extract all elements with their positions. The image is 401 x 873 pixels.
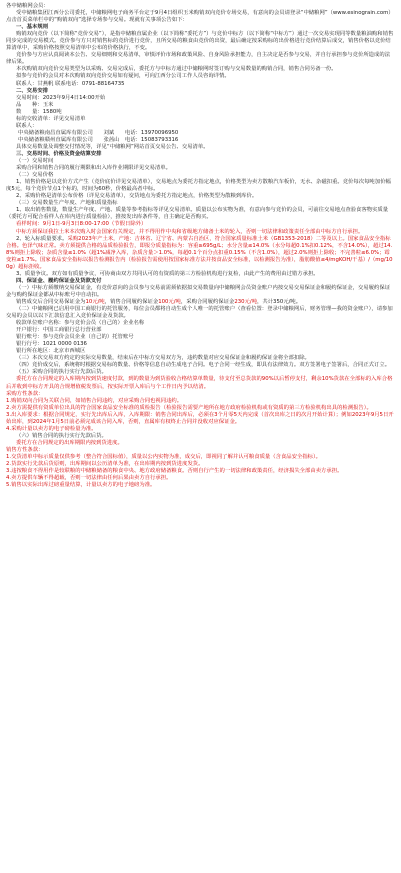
section-4-title: 四、保证金、履约保证金及货款支付: [16, 277, 102, 284]
s3-quality-3: 3、质量争议。双方如有质量争议，可协商由双方共同认可的有资质的第三方检验机构进行复检，由此产生的费用由过错方承担。: [16, 270, 319, 277]
s4-sub-1: （一）中标方须缴纳交易保证金，有竞价意向的会员参与交易前需须依据拟交易数量向中储粮网会员资金账户内按交易交易保证金和履约保证金，交易履约保证金与购约保证金都从中标账号中自动扣。: [6, 284, 391, 298]
s4-sub-6-payment: 委托方在合同规定的出库期限内按到货进度。: [16, 439, 123, 446]
s4-deposit-b: ，销售合同履约保证金: [104, 298, 159, 305]
bank-code: 银行行号：1021 0000 0136: [16, 341, 87, 348]
trade-time: 交易时间：2023年9月4日14:00开始: [16, 94, 106, 101]
s1-paragraph-3: 本次购销双向竞价交易类型为以采购、交易完成后，委托方与中标方通过中储粮网时签订购与交易数量的购销合同，销售合同另备一份。: [16, 66, 337, 73]
purchase-rule-2: 2.卖方需提供有资质单位出具的符合国家食品安全标准的质检报告（检验报告需要产地所在地方政府检验机构或有资质的第三方检验机构出具的检测报告）。: [6, 404, 372, 411]
s3-sub-1-text: 采购合同和销售合同的履行期限和出入库作业期限详见交易清单。: [16, 165, 171, 172]
s1-paragraph-4: 拟参与竞价的会员对本次购销双向竞价交易如有疑问，可向江西分公司工作人员咨询详情。: [16, 73, 230, 80]
s4-sub-2: （二）中储粮网已启用中国工商银行的托管服务，每位会员都将自动生成个人唯一的托管账户（查看位置：登录中储粮网后，财务管理—我的资金账户），请参加交易的会员以以下汇款信息汇入竞价保证金及货款。: [6, 306, 393, 320]
s3-red-note: 中标方须保证我拉土米本次购入时会国家有关规定，并不得用作中央和省级地方储备土米的轮入，否则一切法律和政策责任全部由中标方自行承担。: [16, 228, 364, 235]
contact-2: 中央储备粮赣州直属库有限公司 张茜山 电话：15083793316: [18, 136, 179, 143]
sample-time: 看样时间：9月1日-9月3日8:00-17:00（节假日除外）: [16, 221, 147, 228]
sales-rule-3: 3.违按粮食不得用作是较联粮的中储粮储备的粮食中央、地方政府储备粮食。否则自行产生的一切法律和政策责任，经济损失全部由卖方承担。: [6, 468, 343, 475]
s3-quality-1: 1、取出销售数量，数量生产年度、产地、质量等参考指标等详见交易清单。质量以公布实物为准，有意向参与竞价的会员，可前往交易地点查验食客物实质量（委托方可配合看样人在库内进行质量检验），推按发出库条件等，自主确定是否购买。: [6, 207, 389, 221]
section-1-title: 一、基本规则: [16, 24, 49, 31]
greeting: 各中储粮网会员：: [6, 3, 49, 9]
s4-deposit-purchase: 230元/吨: [234, 298, 258, 305]
contact-1: 中央储备粮南昌直属库有限公司 刘斌 电话：13970096950: [18, 129, 179, 136]
contact-title: 联系人：: [16, 122, 38, 129]
section-3-title: 三、交易时间、价格及资金结算安排: [16, 150, 102, 157]
s4-sub-5-payment: 委托方在合同规定的入库期内按到货速度付款，到的数量为到货验收合格结算单数量，待支付至总货款的90%以后暂停支付，剩余10%货款在全部标的入库合格后并收到中标方开具的合规增值税发票后，按实际开票入库后与个工作日内予以结清。: [6, 376, 393, 390]
trade-variety: 品 种：玉米: [16, 101, 54, 108]
s4-deposit-d: ，共计350元/吨。: [257, 298, 302, 305]
s4-sub-4: （四）竞价成交后，系统将时根据交易标的数量、价格等信息自动生成电子合同。电子合同一经生成，即具有法律效力。双方签署电子签署后，合同正式订立。: [16, 362, 391, 369]
section-2-title: 二、交易安排: [16, 87, 49, 94]
s1-paragraph-2: 竞价参与方应认真阅读本公告、交易细则和交易清单，审慎评价市场和政策风险、自身风险承担能力，自主决定是否参与交易，并自行承担参与竞价所造成的法律后果。: [6, 52, 391, 66]
bank-account: 银行账号：参与竞价会员企业（自己的）托管账号: [16, 334, 134, 341]
purchase-rule-4: 4.采购计量以卖方的电子磅检量为准。: [6, 425, 97, 432]
sales-rule-5: 5.销售以实际出库过磅重量结算，计量以卖方的电子地磅为准。: [6, 482, 156, 489]
s3-sub-3: （三）交易数量生产年度、产地和质量指标: [16, 200, 118, 207]
s3-quality-2-prefix: 2、轮入标质量要求。: [16, 235, 68, 242]
sales-rule-1: 1.交货清单中标示质量仅供参考（整合符合国标值），质量以公内实物为准，成交后，即视同了解并认可粮食质量（含食品安全指标）。: [6, 454, 322, 460]
trade-list: 标的交收清单：详见交易清单: [16, 115, 86, 122]
s4-sub-6: （六）销售合同的执行实行先款后货。: [16, 432, 107, 439]
bank-payee: 收款单位账户名称：参与竞价会员（自己的）企业名称: [16, 320, 145, 327]
s3-price-1: 1、销售价格是以竞价方式产生（竞价底价详见交易清单），交易地点为委托方指定地点，价格类型为卖方散粮汽车板价，无水、杂磁扣重。竞价每次每吨加价幅度5元，每个竞价节点1个标的，时间为60秒，价格最高者中标。: [6, 179, 391, 193]
sales-rule-2: 2.货款实行先款后货原则，出库期间以公历清单为准，在出库期内按到货进度发货。: [6, 461, 204, 468]
s1-contact: 联系人：甘燕帆 联系电话：0791-88164735: [16, 80, 125, 87]
s4-deposit-line: [6, 299, 395, 306]
purchase-rule-1: 1.购销双向合同为关联合同，如销售合同违约，对应采购合同也视同违约。: [6, 397, 183, 404]
s4-deposit-sale: 100元/吨: [158, 298, 181, 305]
contact-note: 具体交易数量及调整交付情况等，详见“中储粮网”网站首页交易公告、交易清单。: [16, 143, 209, 150]
purchase-rules-title: 采购方性条款：: [6, 390, 44, 397]
s3-sub-1: （一）交易时间: [16, 158, 54, 165]
purchase-rule-3: 3.出入库要求：根据合同规定，实行先出库后入库，入库期限：销售合同出库后，必须在3个月零5天内完成（首次出库之日的次月开始计算）；例如2023年9月5日开始出库，到2024年1月5日前必须完成该合同入库，否则，直属库有权终止合同并没收对应保证金。: [6, 411, 394, 425]
s1-paragraph-1: 购销双向竞价（以下简称“竞价交易”），是指中储粮直属企业（以下简称“委托方”）与竞价中标方（以下简称“中标方”）通过一次交易实现同等数量粮油购和销售同步完成的交易模式。竞价参与方只对销售标的竞价进行竞价，且所交易的粮食由竞价的出资，最后确定按采购标的出价格进行竞价结算后成交，销售价格以竞价结算清单中，采购价格按照交易清单中公布的价格执行，不变。: [6, 31, 394, 52]
sales-rules-title: 销售方性条款：: [6, 446, 44, 453]
s3-quality-2-requirements: 采购2023年产土米，产地：吉林省、辽宁省、内蒙古自治区，符合国家质量标准土米（GB1353-2018）二等及以上。国家食品安全指标合格。色泽气味正常。卖方须提供合格的品质检验报告，即报分质量指标为：容重≥695g/L；水分含量≤14.0%（水分每超0.1%扣0.12%，不含14.0%），超过14.8%则拒上除收；杂质含量≤1.0%（超1%减净入库，杂质含量＞1.0%，每超0.1个百分点扣重0.15%（不含1.0%），超过2.0%则拒上除收；不完善粒≤6.0%；霉变粒≤1.7%。国家食品安全指标以报告检测报告内（检验报告需使用按国家标准方法并按食品安全标准，以检测报告为准），脂肪酸值≤4/mgKOH/干基）/（mg/100g）超标拒收。: [6, 235, 393, 270]
trade-quantity: 数 量：1580吨: [16, 108, 62, 115]
s3-price-2: 2、采购价格是清单公布价格（详见交易清单），交货地点为委托方指定地点，价格类型为散粮到库价。: [16, 193, 258, 200]
s4-deposit-trade: 10元/吨: [85, 298, 105, 305]
s4-sub-5: （五）采购合同的执行实行先款后货。: [16, 369, 107, 376]
bank-name: 开户银行：中国工商银行总行营业部: [16, 327, 102, 334]
s3-quality-2: [6, 236, 395, 271]
s3-sub-2: （二）交易价格: [16, 172, 54, 179]
sales-rule-4: 4.卖方提供车辆不得超载，否则一切法律由任何后果由卖方自行承担。: [6, 475, 172, 482]
s4-deposit-a: 销售成交后合同交易保证金为: [16, 298, 86, 305]
s4-deposit-c: ，采购合同履约保证金: [180, 298, 235, 305]
bank-location: 银行所在地区：北京市西城区: [16, 348, 86, 355]
intro-paragraph: 受中储粮集团江西分公司委托，中储粮网电子商务平台定于9月4日组织玉米购销双向竞价专场交易，有意向的会员请登录“中储粮网”（www.esinograin.com）点击首页菜单栏中的“购销双向”选择专场参与交易。现就有关事项公告如下：: [6, 10, 394, 24]
s4-sub-3: （三）本次交易双方约定的实际交易数量，结束后在中标方交易双方为，违约数量对应交易保证金和履约保证金将全部扣除。: [16, 355, 310, 362]
